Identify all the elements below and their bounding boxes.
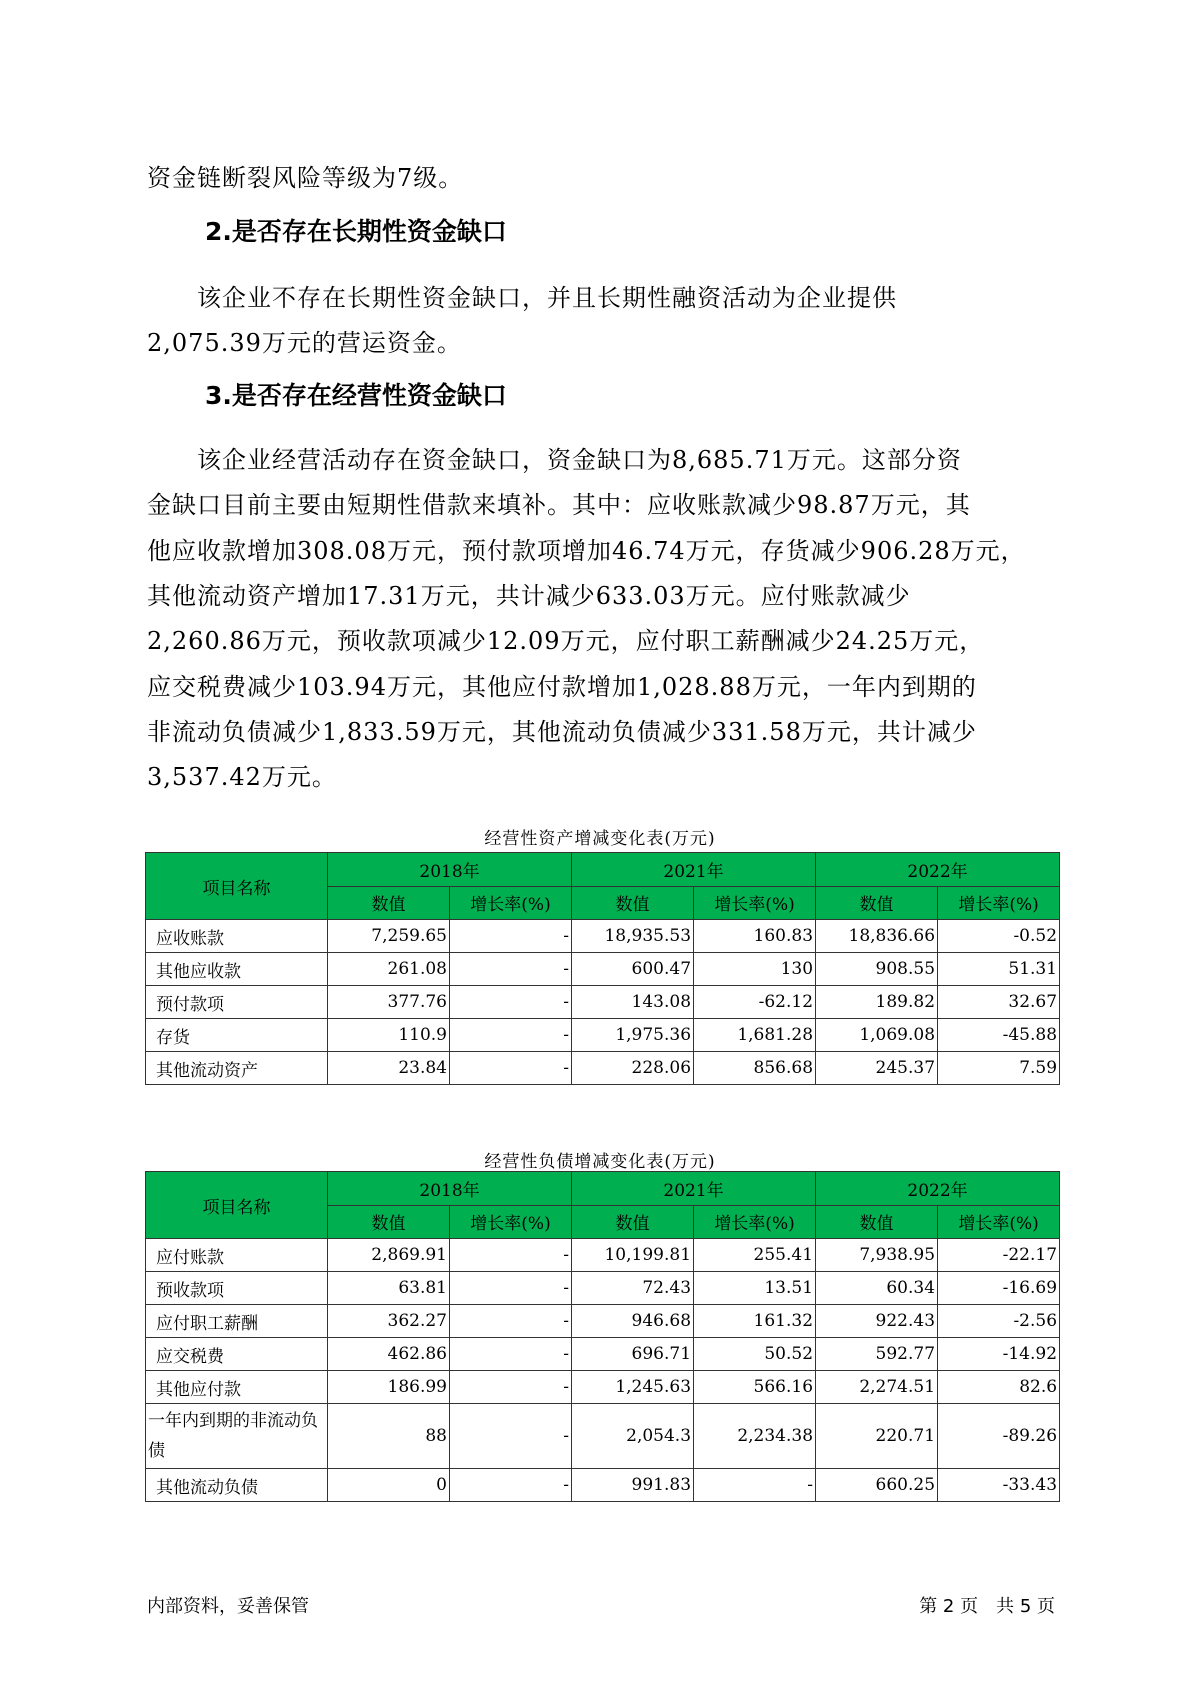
cell: 600.47 <box>572 953 694 986</box>
cell: 2,869.91 <box>328 1239 450 1272</box>
row-label: 存货 <box>146 1019 328 1052</box>
cell: 51.31 <box>938 953 1060 986</box>
paragraph-line: 该企业不存在长期性资金缺口，并且长期性融资活动为企业提供 <box>147 284 897 312</box>
liabilities-table <box>145 1171 1060 1502</box>
cell: - <box>450 1305 572 1338</box>
paragraph-line: 金缺口目前主要由短期性借款来填补。其中：应收账款减少98.87万元，其 <box>147 491 971 520</box>
cell: 220.71 <box>816 1404 938 1469</box>
section-heading: 3.是否存在经营性资金缺口 <box>205 381 507 410</box>
row-label: 其他流动负债 <box>146 1469 328 1502</box>
cell: - <box>450 1371 572 1404</box>
paragraph-line: 应交税费减少103.94万元，其他应付款增加1,028.88万元，一年内到期的 <box>147 672 977 701</box>
table-row <box>146 1305 1060 1338</box>
row-label: 一年内到期的非流动负债 <box>146 1404 328 1469</box>
cell: - <box>450 1272 572 1305</box>
header-value: 数值 <box>572 886 694 920</box>
header-year: 2022年 <box>816 853 1060 887</box>
header-growth: 增长率(%) <box>694 886 816 920</box>
header-value: 数值 <box>328 1205 450 1239</box>
cell: 908.55 <box>816 953 938 986</box>
cell: 362.27 <box>328 1305 450 1338</box>
row-label: 应付职工薪酬 <box>146 1305 328 1338</box>
row-label: 其他流动资产 <box>146 1052 328 1085</box>
row-label: 应付账款 <box>146 1239 328 1272</box>
cell: -22.17 <box>938 1239 1060 1272</box>
table-caption: 经营性资产增减变化表(万元) <box>484 829 716 849</box>
cell: 856.68 <box>694 1052 816 1085</box>
header-year: 2018年 <box>328 853 572 887</box>
header-year: 2021年 <box>572 853 816 887</box>
row-label: 应交税费 <box>146 1338 328 1371</box>
cell: 2,234.38 <box>694 1404 816 1469</box>
cell: 991.83 <box>572 1469 694 1502</box>
table-row <box>146 986 1060 1019</box>
cell: 32.67 <box>938 986 1060 1019</box>
assets-table <box>145 852 1060 1085</box>
header-growth: 增长率(%) <box>938 886 1060 920</box>
row-label: 预付款项 <box>146 986 328 1019</box>
header-growth: 增长率(%) <box>938 1205 1060 1239</box>
cell: 18,935.53 <box>572 920 694 953</box>
cell: 88 <box>328 1404 450 1469</box>
cell: 922.43 <box>816 1305 938 1338</box>
cell: -16.69 <box>938 1272 1060 1305</box>
paragraph-line: 2,075.39万元的营运资金。 <box>147 329 462 357</box>
cell: 63.81 <box>328 1272 450 1305</box>
footer-page-number: 第 2 页 共 5 页 <box>919 1596 1055 1617</box>
cell: -45.88 <box>938 1019 1060 1052</box>
header-value: 数值 <box>572 1205 694 1239</box>
table-row <box>146 1019 1060 1052</box>
cell: - <box>450 1019 572 1052</box>
paragraph-line: 其他流动资产增加17.31万元，共计减少633.03万元。应付账款减少 <box>147 581 911 610</box>
header-year: 2018年 <box>328 1172 572 1206</box>
paragraph-line: 2,260.86万元，预收款项减少12.09万元，应付职工薪酬减少24.25万元， <box>147 627 985 656</box>
cell: 696.71 <box>572 1338 694 1371</box>
cell: 72.43 <box>572 1272 694 1305</box>
paragraph-line: 该企业经营活动存在资金缺口，资金缺口为8,685.71万元。这部分资 <box>147 446 962 474</box>
cell: 462.86 <box>328 1338 450 1371</box>
cell: 186.99 <box>328 1371 450 1404</box>
header-growth: 增长率(%) <box>450 1205 572 1239</box>
cell: -89.26 <box>938 1404 1060 1469</box>
cell: 377.76 <box>328 986 450 1019</box>
table-row <box>146 1052 1060 1085</box>
cell: - <box>694 1469 816 1502</box>
cell: - <box>450 920 572 953</box>
cell: 143.08 <box>572 986 694 1019</box>
cell: -2.56 <box>938 1305 1060 1338</box>
cell: 660.25 <box>816 1469 938 1502</box>
paragraph-line: 非流动负债减少1,833.59万元，其他流动负债减少331.58万元，共计减少 <box>147 717 977 746</box>
row-label: 其他应收款 <box>146 953 328 986</box>
table-row <box>146 1404 1060 1469</box>
header-growth: 增长率(%) <box>450 886 572 920</box>
cell: 13.51 <box>694 1272 816 1305</box>
cell: 60.34 <box>816 1272 938 1305</box>
cell: 10,199.81 <box>572 1239 694 1272</box>
row-label: 预收款项 <box>146 1272 328 1305</box>
cell: 18,836.66 <box>816 920 938 953</box>
cell: - <box>450 1404 572 1469</box>
header-item-name: 项目名称 <box>146 853 328 920</box>
header-year: 2022年 <box>816 1172 1060 1206</box>
cell: 160.83 <box>694 920 816 953</box>
table-row <box>146 1338 1060 1371</box>
cell: 228.06 <box>572 1052 694 1085</box>
row-label: 应收账款 <box>146 920 328 953</box>
header-value: 数值 <box>328 886 450 920</box>
cell: 245.37 <box>816 1052 938 1085</box>
cell: 1,975.36 <box>572 1019 694 1052</box>
table-row <box>146 920 1060 953</box>
cell: 1,069.08 <box>816 1019 938 1052</box>
cell: 110.9 <box>328 1019 450 1052</box>
table-row <box>146 953 1060 986</box>
table-row <box>146 1239 1060 1272</box>
cell: -62.12 <box>694 986 816 1019</box>
section-heading: 2.是否存在长期性资金缺口 <box>205 217 507 246</box>
cell: 255.41 <box>694 1239 816 1272</box>
cell: 50.52 <box>694 1338 816 1371</box>
cell: 946.68 <box>572 1305 694 1338</box>
cell: 2,054.3 <box>572 1404 694 1469</box>
cell: - <box>450 1338 572 1371</box>
paragraph-line: 他应收款增加308.08万元，预付款项增加46.74万元，存货减少906.28万元， <box>147 536 1026 565</box>
header-row <box>146 853 1060 887</box>
cell: 23.84 <box>328 1052 450 1085</box>
header-value: 数值 <box>816 1205 938 1239</box>
cell: -14.92 <box>938 1338 1060 1371</box>
table-row <box>146 1272 1060 1305</box>
cell: - <box>450 986 572 1019</box>
header-value: 数值 <box>816 886 938 920</box>
cell: 7,938.95 <box>816 1239 938 1272</box>
table-row <box>146 1371 1060 1404</box>
cell: 7,259.65 <box>328 920 450 953</box>
header-item-name: 项目名称 <box>146 1172 328 1239</box>
cell: - <box>450 1052 572 1085</box>
row-label: 其他应付款 <box>146 1371 328 1404</box>
header-year: 2021年 <box>572 1172 816 1206</box>
paragraph-line: 3,537.42万元。 <box>147 763 337 792</box>
paragraph-line: 资金链断裂风险等级为7级。 <box>147 164 464 192</box>
table-row <box>146 1469 1060 1502</box>
table-caption: 经营性负债增减变化表(万元) <box>484 1152 716 1172</box>
cell: 261.08 <box>328 953 450 986</box>
footer-confidential: 内部资料，妥善保管 <box>147 1596 309 1617</box>
cell: - <box>450 1239 572 1272</box>
cell: - <box>450 953 572 986</box>
cell: 189.82 <box>816 986 938 1019</box>
cell: 566.16 <box>694 1371 816 1404</box>
cell: 7.59 <box>938 1052 1060 1085</box>
cell: 130 <box>694 953 816 986</box>
cell: - <box>450 1469 572 1502</box>
cell: 1,681.28 <box>694 1019 816 1052</box>
cell: 592.77 <box>816 1338 938 1371</box>
header-growth: 增长率(%) <box>694 1205 816 1239</box>
cell: -33.43 <box>938 1469 1060 1502</box>
cell: 0 <box>328 1469 450 1502</box>
cell: -0.52 <box>938 920 1060 953</box>
header-row <box>146 1172 1060 1206</box>
cell: 1,245.63 <box>572 1371 694 1404</box>
cell: 161.32 <box>694 1305 816 1338</box>
cell: 2,274.51 <box>816 1371 938 1404</box>
cell: 82.6 <box>938 1371 1060 1404</box>
